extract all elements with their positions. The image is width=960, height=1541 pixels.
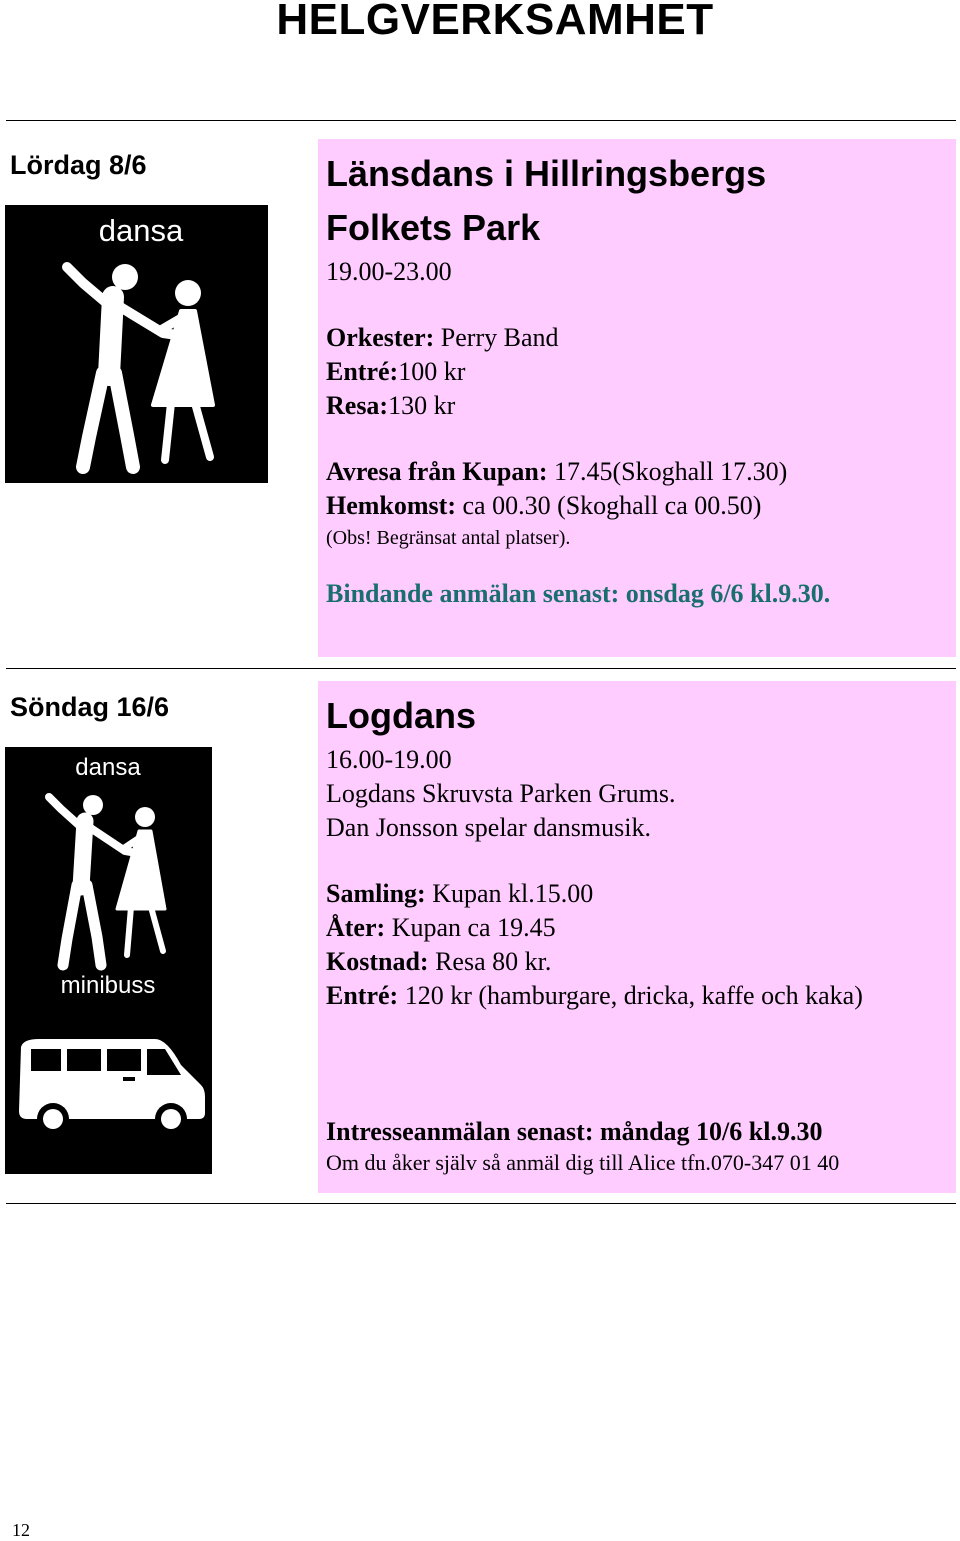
avresa-label: Avresa från Kupan: [326, 457, 548, 486]
sign-label-dansa: dansa [98, 213, 184, 248]
section-divider [6, 668, 956, 669]
registration-deadline: Intresseanmälan senast: måndag 10/6 kl.9.30 [326, 1117, 823, 1146]
event-description: Logdans Skruvsta Parken Grums. [326, 779, 676, 808]
event-panel-saturday [318, 139, 956, 657]
dance-minibus-sign [5, 747, 212, 1174]
avresa-value: 17.45(Skoghall 17.30) [547, 457, 788, 486]
ater-label: Åter: [326, 913, 386, 942]
hemkomst-label: Hemkomst: [326, 491, 456, 520]
dancing-couple-icon [49, 795, 165, 965]
event-panel-sunday [318, 681, 956, 1193]
day-label-sunday: Söndag 16/6 [10, 692, 170, 722]
sign-label-minibuss: minibuss [60, 972, 156, 999]
event-title: Länsdans i Hillringsbergs [326, 153, 767, 194]
minibus-icon [19, 1039, 205, 1135]
event-title-line2: Folkets Park [326, 207, 541, 248]
ater-value: Kupan ca 19.45 [385, 913, 556, 942]
kostnad-label: Kostnad: [326, 947, 429, 976]
event-title: Logdans [326, 695, 476, 736]
entre-value: 120 kr (hamburgare, dricka, kaffe och kaka) [398, 981, 863, 1010]
samling-value: Kupan kl.15.00 [425, 879, 594, 908]
day-label-saturday: Lördag 8/6 [10, 150, 147, 180]
registration-deadline: Bindande anmälan senast: onsdag 6/6 kl.9.30. [326, 579, 831, 608]
orkester-value: Perry Band [434, 323, 559, 352]
event-note: Om du åker själv så anmäl dig till Alice tfn.070-347 01 40 [326, 1150, 840, 1175]
section-divider [6, 1203, 956, 1204]
entre-label: Entré: [326, 981, 399, 1010]
event-time: 16.00-19.00 [326, 745, 452, 774]
event-note: (Obs! Begränsat antal platser). [326, 527, 571, 549]
section-divider [6, 120, 956, 121]
samling-label: Samling: [326, 879, 426, 908]
dance-sign [5, 205, 268, 483]
sign-label-dansa: dansa [75, 754, 141, 781]
entre-label: Entré: [326, 357, 399, 386]
hemkomst-value: ca 00.30 (Skoghall ca 00.50) [455, 491, 762, 520]
event-description-2: Dan Jonsson spelar dansmusik. [326, 813, 651, 842]
entre-value: 100 kr [398, 357, 466, 386]
kostnad-value: Resa 80 kr. [428, 947, 552, 976]
dancing-couple-icon [5, 205, 268, 483]
event-time: 19.00-23.00 [326, 257, 452, 286]
orkester-label: Orkester: [326, 323, 435, 352]
page-number: 12 [12, 1520, 30, 1540]
resa-label: Resa: [326, 391, 389, 420]
resa-value: 130 kr [388, 391, 456, 420]
page-title: HELGVERKSAMHET [276, 0, 714, 44]
